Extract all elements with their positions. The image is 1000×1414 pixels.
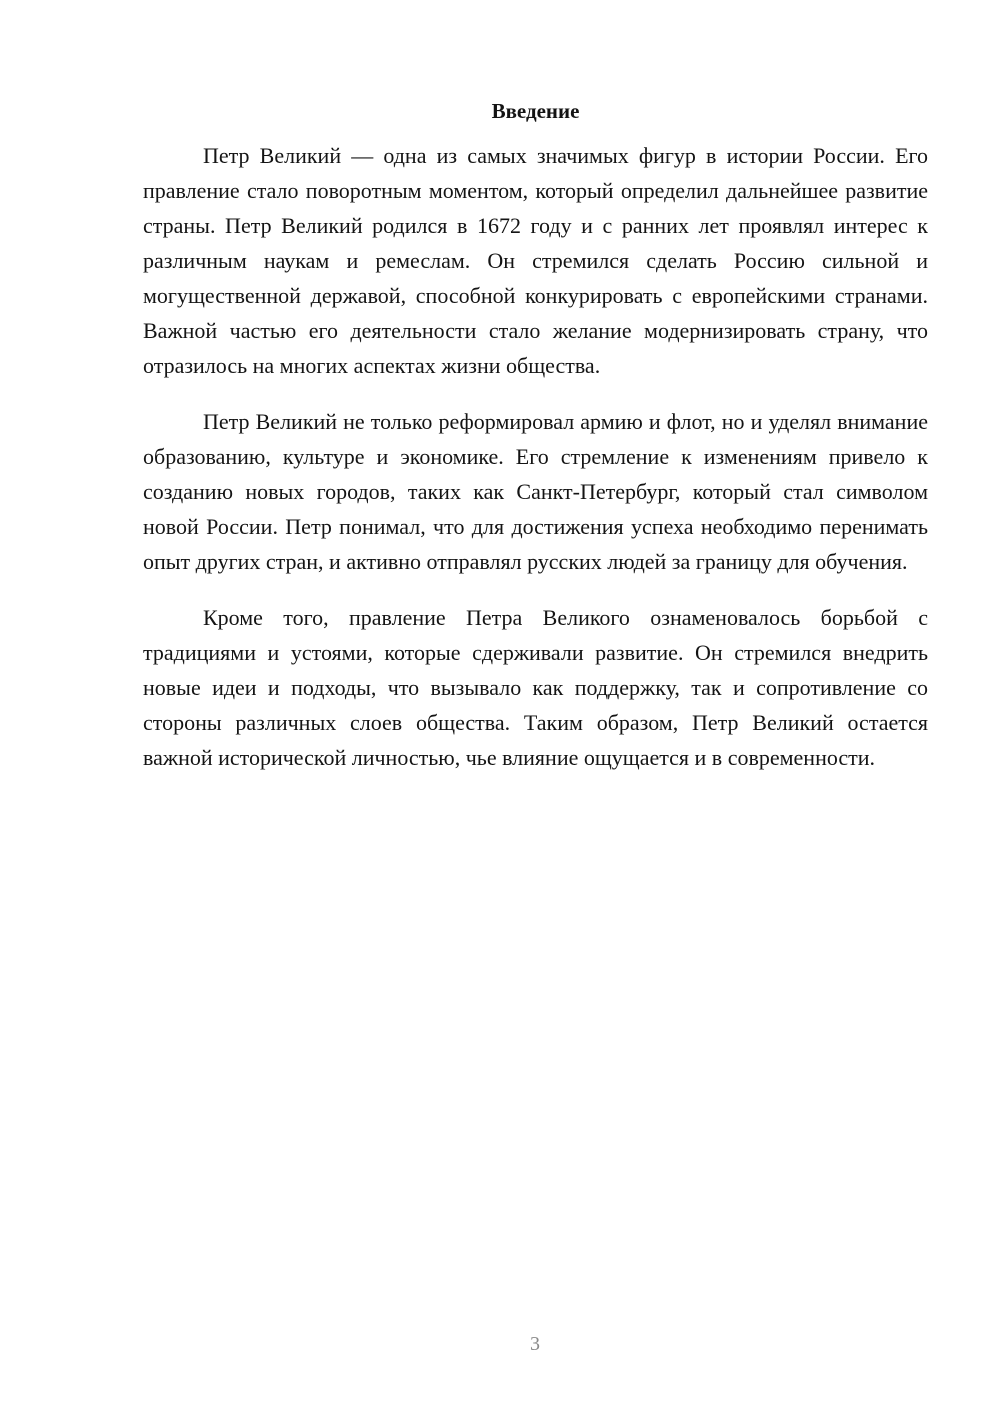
page-content [143,94,928,796]
page-number: 3 [530,1333,540,1355]
paragraph-3: Кроме того, правление Петра Великого ознаменовалось борьбой с традициями и устоями, которые сдерживали развитие. Он стремился внедрить новые идеи и подходы, что вызывало как поддержку, так и сопротивление со стороны различных слоев общества. Таким образом, Петр Великий остается важной исторической личностью, чье влияние ощущается и в современности. [143,605,928,770]
section-heading: Введение [491,99,580,123]
paragraph-2: Петр Великий не только реформировал армию и флот, но и уделял внимание образованию, культуре и экономике. Его стремление к изменениям привело к созданию новых городов, таких как Санкт-Петербург, который стал символом новой России. Петр понимал, что для достижения успеха необходимо перенимать опыт других стран, и активно отправлял русских людей за границу для обучения. [143,409,928,574]
paragraph-1: Петр Великий — одна из самых значимых фигур в истории России. Его правление стало поворотным моментом, который определил дальнейшее развитие страны. Петр Великий родился в 1672 году и с ранних лет проявлял интерес к различным наукам и ремеслам. Он стремился сделать Россию сильной и могущественной державой, способной конкурировать с европейскими странами. Важной частью его деятельности стало желание модернизировать страну, что отразилось на многих аспектах жизни общества. [143,143,928,378]
